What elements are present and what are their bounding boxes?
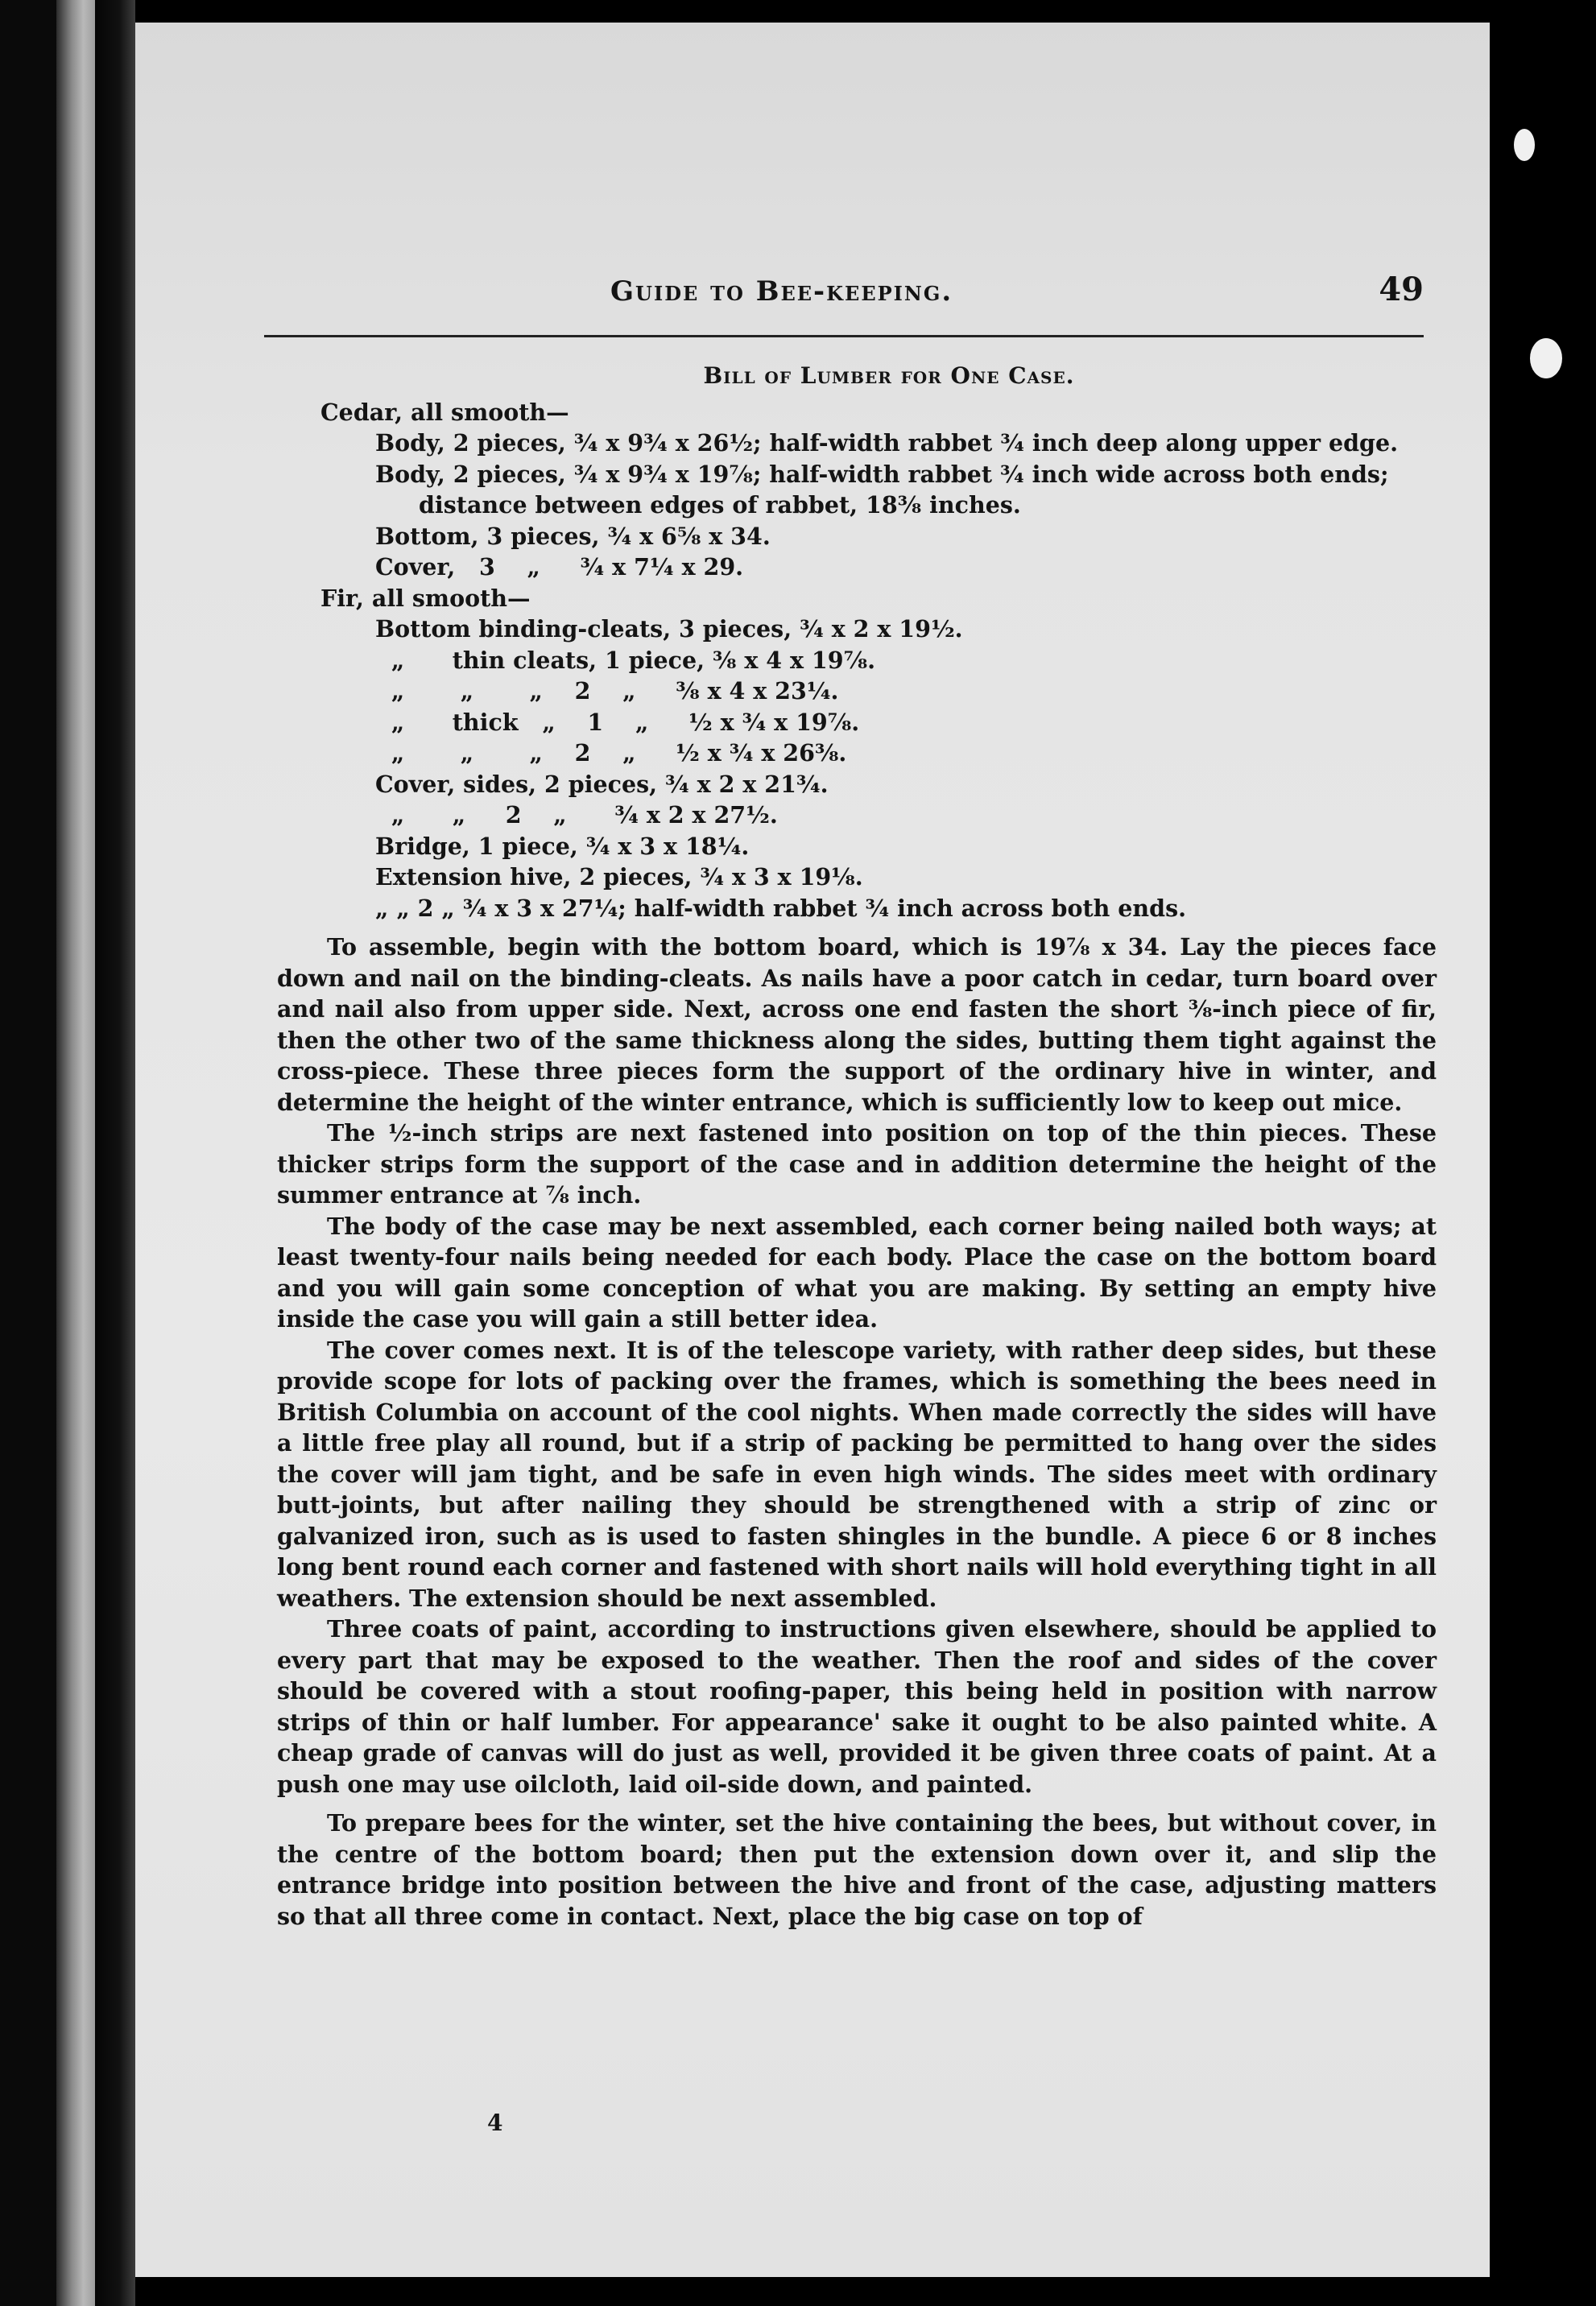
fir-item: „ „ 2 „ ¾ x 3 x 27¼; half-width rabbet ¾ inch across both ends.: [375, 894, 1187, 922]
scan-speck: [1530, 338, 1562, 378]
header-rule: [264, 335, 1424, 337]
fir-heading: Fir, all smooth—: [320, 584, 531, 612]
fir-item: „ „ 2 „ ¾ x 2 x 27½.: [375, 801, 778, 829]
running-title: Guide to Bee-keeping.: [610, 275, 953, 308]
cedar-item: Body, 2 pieces, ¾ x 9¾ x 26½; half-width rabbet ¾ inch deep along upper edge.: [375, 429, 1399, 457]
cedar-heading: Cedar, all smooth—: [320, 398, 569, 426]
page-number: 49: [1379, 271, 1424, 308]
cedar-item: Bottom, 3 pieces, ¾ x 6⅝ x 34.: [375, 522, 771, 550]
facing-page-edge: [56, 0, 95, 2306]
paragraph: The ½-inch strips are next fastened into position on top of the thin pieces. These thicker strips form the support of the case and in addition determine the height of the summer entrance at ⅞ inch.: [277, 1119, 1437, 1209]
fir-item: Bottom binding-cleats, 3 pieces, ¾ x 2 x 19½.: [375, 615, 963, 643]
page-body: [277, 361, 1437, 1932]
signature-mark: 4: [487, 2110, 503, 2136]
paragraph: Three coats of paint, according to instructions given elsewhere, should be applied to every part that may be exposed to the weather. Then the roof and sides of the cover should be covered with a stout roofing-paper, this being held in position with narrow strips of thin or half lumber. For appearance' sake it ought to be also painted white. A cheap grade of canvas will do just as well, provided it be given three coats of paint. At a push one may use oilcloth, laid oil-side down, and painted.: [277, 1615, 1437, 1798]
fir-item: „ thick „ 1 „ ½ x ¾ x 19⅞.: [375, 708, 860, 736]
book-page: [135, 23, 1490, 2277]
cedar-item: Body, 2 pieces, ¾ x 9¾ x 19⅞; half-width rabbet ¾ inch wide across both ends; distance between edges of rabbet, 18⅜ inches.: [375, 460, 1389, 519]
fir-item: „ thin cleats, 1 piece, ⅜ x 4 x 19⅞.: [375, 646, 876, 674]
fir-item: „ „ „ 2 „ ⅜ x 4 x 23¼.: [375, 677, 839, 705]
paragraph: To assemble, begin with the bottom board, which is 19⅞ x 34. Lay the pieces face down and nail on the binding-cleats. As nails have a poor catch in cedar, turn board over and nail also from upper side. Next, across one end fasten the short ⅜-inch piece of fir, then the other two of the same thickness along the sides, butting them tight against the cross-piece. These three pieces form the support of the ordinary hive in winter, and determine the height of the winter entrance, which is sufficiently low to keep out mice.: [277, 933, 1437, 1116]
bill-title: Bill of Lumber for One Case.: [703, 362, 1075, 389]
cedar-item: Cover, 3 „ ¾ x 7¼ x 29.: [375, 553, 744, 581]
running-head: [264, 271, 1424, 319]
fir-item: Bridge, 1 piece, ¾ x 3 x 18¼.: [375, 832, 750, 860]
paragraph: The body of the case may be next assembled, each corner being nailed both ways; at least twenty-four nails being needed for each body. Place the case on the bottom board and you will gain some conception of what you are making. By setting an empty hive inside the case you will gain a still better idea.: [277, 1212, 1437, 1333]
scan-left-border: [0, 0, 56, 2306]
scan-speck: [1514, 129, 1535, 161]
fir-item: „ „ „ 2 „ ½ x ¾ x 26⅜.: [375, 739, 847, 767]
paragraph: The cover comes next. It is of the telescope variety, with rather deep sides, but these provide scope for lots of packing over the frames, which is something the bees need in British Columbia on account of the cool nights. When made correctly the sides will have a little free play all round, but if a strip of packing be permitted to hang over the sides the cover will jam tight, and be safe in even high winds. The sides meet with ordinary butt-joints, but after nailing they should be strengthened with a strip of zinc or galvanized iron, such as is used to fasten shingles in the bundle. A piece 6 or 8 inches long bent round each corner and fastened with short nails will hold everything tight in all weathers. The extension should be next assembled.: [277, 1336, 1437, 1612]
paragraph: To prepare bees for the winter, set the hive containing the bees, but without cover, in the centre of the bottom board; then put the extension down over it, and slip the entrance bridge into position between the hive and front of the case, adjusting matters so that all three come in contact. Next, place the big case on top of: [277, 1809, 1437, 1930]
fir-item: Cover, sides, 2 pieces, ¾ x 2 x 21¾.: [375, 770, 829, 798]
book-gutter: [95, 0, 135, 2306]
fir-item: Extension hive, 2 pieces, ¾ x 3 x 19⅛.: [375, 863, 863, 891]
